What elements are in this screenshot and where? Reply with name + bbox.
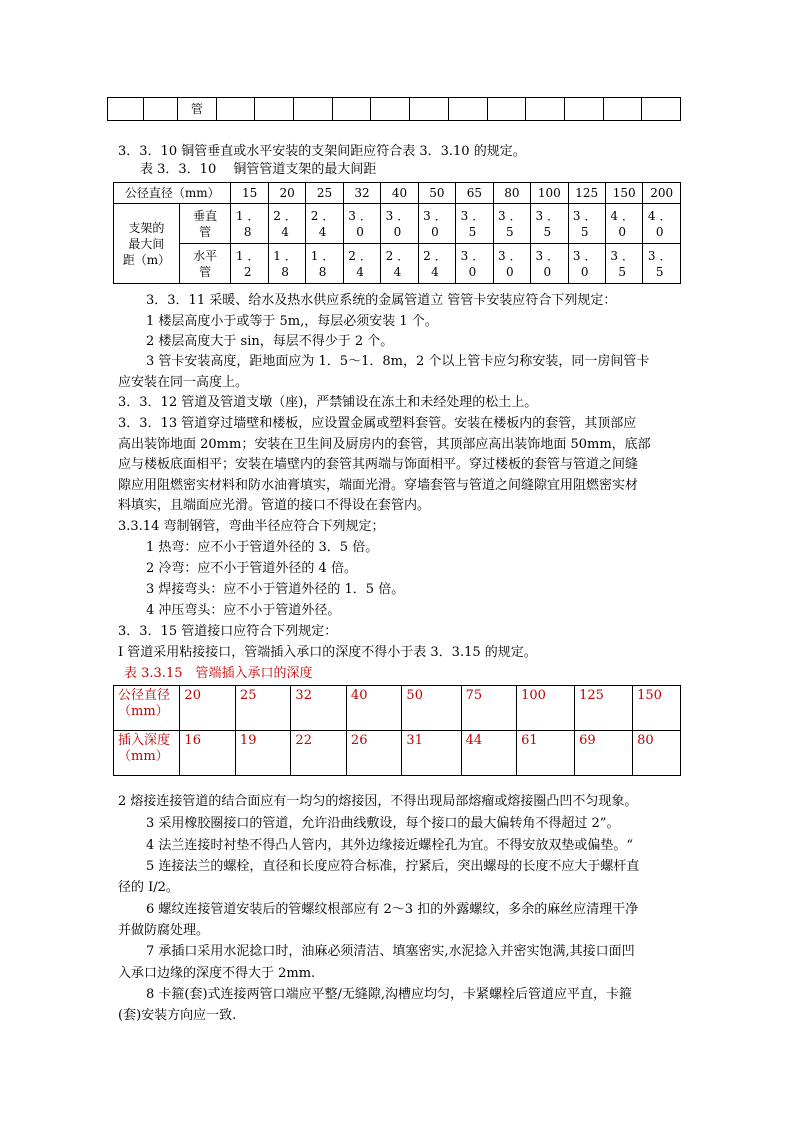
text-line: 1 热弯：应不小于管道外径的 3．5 倍。 bbox=[146, 540, 379, 555]
value-cell: 16 bbox=[180, 731, 236, 776]
row2-label: 插入深度（mm） bbox=[114, 731, 180, 776]
value-cell: 2．4 bbox=[268, 204, 305, 244]
text-line: 6 螺纹连接管道安装后的管螺纹根部应有 2～3 扣的外露螺纹，多余的麻丝应清理干净 bbox=[146, 902, 639, 917]
value-cell: 3．0 bbox=[568, 244, 605, 284]
value-cell: 3．0 bbox=[456, 244, 493, 284]
value-cell: 2．4 bbox=[418, 244, 455, 284]
value-cell: 20 bbox=[180, 686, 236, 731]
value-cell: 2．4 bbox=[343, 244, 380, 284]
diameter-cell: 32 bbox=[343, 183, 380, 204]
value-cell: 75 bbox=[461, 686, 517, 731]
value-cell: 19 bbox=[235, 731, 291, 776]
table-3-3-10 bbox=[113, 182, 681, 284]
value-cell: 2．4 bbox=[306, 204, 343, 244]
top-table-cell: 管 bbox=[178, 98, 217, 121]
top-table-fragment bbox=[107, 97, 681, 121]
value-cell: 3．0 bbox=[343, 204, 380, 244]
value-cell: 25 bbox=[235, 686, 291, 731]
text-line: 5 连接法兰的螺栓，直径和长度应符合标准，拧紧后，突出螺母的长度不应大于螺杆直 bbox=[146, 859, 640, 874]
text-line: 3 采用橡胶圈接口的管道，允许沿曲线敷设，每个接口的最大偏转角不得超过 2”。 bbox=[146, 816, 620, 831]
diameter-cell: 15 bbox=[231, 183, 268, 204]
text-line: 3 焊接弯头：应不小于管道外径的 1．5 倍。 bbox=[146, 582, 405, 597]
value-cell: 3．5 bbox=[493, 204, 530, 244]
table-3-3-10-caption: 表 3．3．10 铜管管道支架的最大间距 bbox=[140, 162, 377, 177]
header-label: 公径直径（mm） bbox=[114, 183, 231, 204]
text-line: 4 法兰连接时衬垫不得凸人管内，其外边缘接近螺栓孔为宜。不得安放双垫或偏垫。“ bbox=[146, 838, 634, 853]
text-line: 2 冷弯：应不小于管道外径的 4 倍。 bbox=[146, 561, 357, 576]
text-line: (套)安装方向应一致. bbox=[118, 1008, 237, 1023]
diameter-cell: 80 bbox=[493, 183, 530, 204]
text-line: 2 楼层高度大于 sin，每层不得少于 2 个。 bbox=[146, 334, 394, 349]
value-cell: 31 bbox=[402, 731, 461, 776]
value-cell: 4．0 bbox=[643, 204, 681, 244]
text-line: 2 熔接连接管道的结合面应有一均匀的熔接因，不得出现局部熔瘤或熔接圈凸凹不匀现象。 bbox=[118, 794, 638, 809]
diameter-cell: 50 bbox=[418, 183, 455, 204]
value-cell: 1．2 bbox=[231, 244, 268, 284]
value-cell: 3．5 bbox=[605, 244, 642, 284]
diameter-cell: 200 bbox=[643, 183, 681, 204]
text-line: I 管道采用粘接接口，管端插入承口的深度不得小于表 3．3.15 的规定。 bbox=[118, 645, 537, 660]
value-cell: 150 bbox=[633, 686, 681, 731]
diameter-cell: 150 bbox=[605, 183, 642, 204]
value-cell: 3．0 bbox=[493, 244, 530, 284]
text-line: 8 卡箍(套)式连接两管口端应平整/无缝隙,沟槽应均匀，卡紧螺栓后管道应平直，卡箍 bbox=[146, 987, 633, 1002]
diameter-cell: 125 bbox=[568, 183, 605, 204]
value-cell: 3．0 bbox=[381, 204, 418, 244]
value-cell: 50 bbox=[402, 686, 461, 731]
value-cell: 2．4 bbox=[381, 244, 418, 284]
text-line: 并做防腐处理。 bbox=[118, 923, 210, 938]
row-group-label: 支架的 最大间 距（m） bbox=[114, 204, 180, 284]
value-cell: 69 bbox=[575, 731, 633, 776]
diameter-cell: 100 bbox=[531, 183, 568, 204]
text-line: 3．3．13 管道穿过墙壁和楼板，应设置金属或塑料套管。安装在楼板内的套管，其顶部应 bbox=[118, 416, 637, 431]
value-cell: 4．0 bbox=[605, 204, 642, 244]
value-cell: 26 bbox=[346, 731, 402, 776]
text-line: 7 承插口采用水泥捻口时，油麻必须清洁、填塞密实,水泥捻入并密实饱满,其接口面凹 bbox=[146, 944, 635, 959]
value-cell: 3．5 bbox=[568, 204, 605, 244]
para-3-3-10: 3．3．10 铜管垂直或水平安装的支架间距应符合表 3．3.10 的规定。 bbox=[118, 144, 526, 159]
value-cell: 3．5 bbox=[531, 204, 568, 244]
diameter-cell: 40 bbox=[381, 183, 418, 204]
value-cell: 125 bbox=[575, 686, 633, 731]
text-line: 应安装在同一高度上。 bbox=[118, 375, 249, 390]
text-line: 3.3.14 弯制钢管，弯曲半径应符合下列规定； bbox=[118, 519, 385, 534]
text-line: 高出装饰地面 20mm；安装在卫生间及厨房内的套管，其顶部应高出装饰地面 50mm，底部 bbox=[118, 437, 651, 452]
table-3-3-15-caption: 表 3.3.15 管端插入承口的深度 bbox=[124, 666, 313, 681]
value-cell: 32 bbox=[291, 686, 347, 731]
table-3-3-15 bbox=[113, 685, 681, 776]
text-line: 1 楼层高度小于或等于 5m,，每层必须安装 1 个。 bbox=[146, 314, 438, 329]
row1-label: 公径直径（mm） bbox=[114, 686, 180, 731]
value-cell: 1．8 bbox=[268, 244, 305, 284]
value-cell: 100 bbox=[517, 686, 575, 731]
text-line: 入承口边缘的深度不得大于 2mm. bbox=[118, 966, 316, 981]
text-line: 3．3．11 采暖、给水及热水供应系统的金属管道立 管管卡安装应符合下列规定： bbox=[146, 293, 617, 308]
value-cell: 40 bbox=[346, 686, 402, 731]
text-line: 隙应用阻燃密实材料和防水油膏填实，端面光滑。穿墙套管与管道之间缝隙宜用阻燃密实材 bbox=[118, 478, 639, 493]
diameter-cell: 20 bbox=[268, 183, 305, 204]
value-cell: 80 bbox=[633, 731, 681, 776]
text-line: 3．3．15 管道接口应符合下列规定： bbox=[118, 624, 338, 639]
horizontal-label: 水平 管 bbox=[179, 244, 231, 284]
text-line: 径的 I/2。 bbox=[118, 880, 179, 895]
vertical-label: 垂直 管 bbox=[179, 204, 231, 244]
text-line: 料填实，且端面应光滑。管道的接口不得设在套管内。 bbox=[118, 498, 431, 513]
value-cell: 3．0 bbox=[418, 204, 455, 244]
diameter-cell: 65 bbox=[456, 183, 493, 204]
value-cell: 3．0 bbox=[531, 244, 568, 284]
value-cell: 22 bbox=[291, 731, 347, 776]
text-line: 4 冲压弯头：应不小于管道外径。 bbox=[146, 603, 341, 618]
value-cell: 44 bbox=[461, 731, 517, 776]
diameter-cell: 25 bbox=[306, 183, 343, 204]
text-line: 3 管卡安装高度，距地面应为 1．5～1．8m，2 个以上管卡应匀称安装，同一房间管卡 bbox=[146, 354, 650, 369]
text-line: 应与楼板底面相平；安装在墙壁内的套管其两端与饰面相平。穿过楼板的套管与管道之间缝 bbox=[118, 457, 639, 472]
text-line: 3．3．12 管道及管道支墩（座)，严禁铺设在冻土和未经处理的松土上。 bbox=[118, 395, 538, 410]
value-cell: 1．8 bbox=[231, 204, 268, 244]
value-cell: 3．5 bbox=[456, 204, 493, 244]
value-cell: 3．5 bbox=[643, 244, 681, 284]
value-cell: 61 bbox=[517, 731, 575, 776]
value-cell: 1．8 bbox=[306, 244, 343, 284]
